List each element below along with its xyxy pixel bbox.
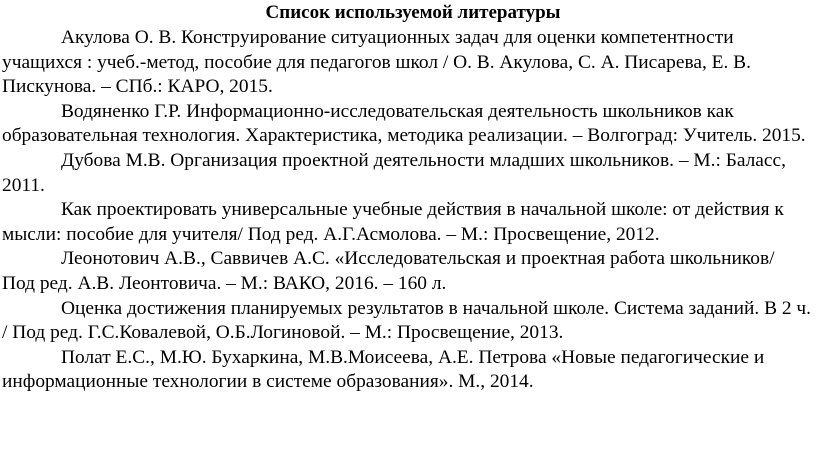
reference-item-2: Водяненко Г.Р. Информационно-исследовательская деятельность школьников как образовательная технология. Характеристика, методика реализации. – Волгоград: Учитель. 2015. — [2, 100, 806, 147]
reference-item-5: Леонотович А.В., Саввичев А.С. «Исследовательская и проектная работа школьников/ Под ред. А.В. Леонтовича. – М.: ВАКО, 2016. – 160 л. — [2, 248, 775, 294]
reference-item-6: Оценка достижения планируемых результатов в начальной школе. Система заданий. В 2 ч. / Под ред. Г.С.Ковалевой, О.Б.Логиновой. – М.: Просвещение, 2013. — [2, 297, 812, 344]
reference-item-1: Акулова О. В. Конструирование ситуационных задач для оценки компетентности учащихся : учеб.-метод, пособие для педагогов школ / О. В. Акулова, С. А. Писарева, Е. В. Пискунова. – СПб.: КАРО, 2015. — [2, 27, 751, 98]
reference-item-3: Дубова М.В. Организация проектной деятельности младших школьников. – М.: Баласс, 2011. — [2, 149, 786, 196]
reference-list — [2, 26, 812, 395]
reference-item-7: Полат Е.С., М.Ю. Бухаркина, М.В.Моисеева, А.Е. Петрова «Новые педагогические и информационные технологии в системе образования». М., 2014. — [2, 346, 765, 393]
page-title: Список используемой литературы — [265, 2, 561, 23]
reference-item-4: Как проектировать универсальные учебные действия в начальной школе: от действия к мысли: пособие для учителя/ Под ред. А.Г.Асмолова. – М.: Просвещение, 2012. — [2, 199, 784, 245]
